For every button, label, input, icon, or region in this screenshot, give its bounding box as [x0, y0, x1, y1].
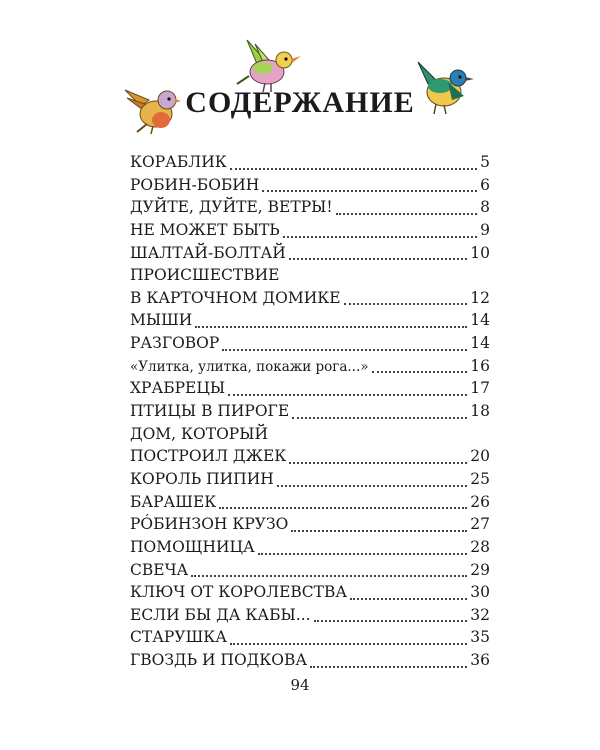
toc-entry-page: 26	[470, 492, 490, 511]
toc-entry-title: ПТИЦЫ В ПИРОГЕ	[130, 402, 290, 421]
toc-leader-dots	[350, 597, 467, 600]
toc-entry-title: КОРАБЛИК	[130, 153, 227, 171]
toc-leader-dots	[191, 574, 467, 577]
toc-entry	[130, 493, 490, 516]
table-of-contents	[130, 153, 490, 674]
toc-leader-dots	[314, 619, 468, 622]
toc-entry	[130, 561, 490, 584]
toc-entry-title: ПРОИСШЕСТВИЕ	[130, 266, 280, 285]
toc-leader-dots	[222, 348, 467, 351]
toc-leader-dots	[292, 416, 467, 419]
toc-leader-dots	[258, 552, 467, 555]
toc-entry	[130, 470, 490, 493]
toc-entry	[130, 379, 490, 402]
toc-leader-dots	[289, 257, 467, 260]
toc-entry-title: В КАРТОЧНОМ ДОМИКЕ	[130, 288, 341, 307]
toc-leader-dots	[277, 484, 468, 487]
toc-entry-page: 28	[470, 537, 490, 556]
toc-entry	[130, 606, 490, 629]
toc-entry	[130, 447, 490, 470]
toc-entry-page: 20	[470, 447, 490, 466]
toc-leader-dots	[289, 461, 467, 464]
toc-entry	[130, 651, 490, 674]
toc-leader-dots	[344, 302, 468, 305]
toc-entry-page: 18	[470, 402, 490, 421]
toc-entry-page: 25	[470, 469, 490, 488]
toc-leader-dots	[262, 189, 477, 192]
toc-entry-title: РОБИН-БОБИН	[130, 175, 260, 194]
toc-entry-title: КОРОЛЬ ПИПИН	[130, 469, 274, 488]
toc-entry	[130, 334, 490, 357]
toc-entry	[130, 425, 490, 448]
toc-entry-page: 6	[480, 175, 490, 194]
toc-entry-title: ЕСЛИ БЫ ДА КАБЫ...	[130, 605, 311, 624]
toc-leader-dots	[372, 370, 468, 373]
toc-entry-title: СТАРУШКА	[130, 628, 227, 647]
toc-entry	[130, 515, 490, 538]
toc-entry	[130, 583, 490, 606]
toc-entry-title: ПОМОЩНИЦА	[130, 537, 255, 556]
toc-entry	[130, 153, 490, 176]
toc-entry-title: ХРАБРЕЦЫ	[130, 379, 226, 398]
page-number: 94	[290, 676, 310, 694]
toc-entry-title: СВЕЧА	[130, 560, 189, 579]
toc-entry-page: 29	[470, 560, 490, 579]
toc-leader-dots	[228, 393, 467, 396]
toc-entry-title: ПОСТРОИЛ ДЖЕК	[130, 447, 287, 466]
toc-entry-title: МЫШИ	[130, 311, 193, 330]
toc-entry	[130, 198, 490, 221]
toc-entry-title: КЛЮЧ ОТ КОРОЛЕВСТВА	[130, 583, 348, 602]
toc-entry-title: БАРАШЕК	[130, 492, 217, 511]
toc-entry-title: РÓБИНЗОН КРУЗО	[130, 515, 289, 534]
toc-entry-page: 30	[470, 583, 490, 602]
toc-entry	[130, 311, 490, 334]
toc-leader-dots	[336, 212, 478, 215]
toc-entry	[130, 176, 490, 199]
toc-entry-title: РАЗГОВОР	[130, 334, 220, 353]
toc-entry	[130, 538, 490, 561]
toc-entry-title: ДУЙТЕ, ДУЙТЕ, ВЕТРЫ!	[130, 198, 333, 217]
toc-entry	[130, 221, 490, 244]
toc-entry-page: 27	[470, 515, 490, 534]
toc-entry-page: 35	[470, 628, 490, 647]
toc-entry-page: 14	[470, 334, 490, 353]
toc-entry	[130, 244, 490, 267]
toc-entry-title: ШАЛТАЙ-БОЛТАЙ	[130, 243, 286, 262]
toc-leader-dots	[310, 665, 467, 668]
toc-entry	[130, 402, 490, 425]
toc-leader-dots	[230, 167, 477, 170]
toc-entry-title: ДОМ, КОТОРЫЙ	[130, 424, 268, 443]
toc-entry-title: НЕ МОЖЕТ БЫТЬ	[130, 220, 280, 239]
toc-leader-dots	[230, 642, 467, 645]
toc-entry-page: 8	[480, 198, 490, 217]
toc-entry	[130, 357, 490, 380]
toc-entry-title: «Улитка, улитка, покажи рога...»	[130, 358, 369, 375]
toc-entry-page: 12	[470, 288, 490, 307]
toc-entry-page: 32	[470, 605, 490, 624]
contents-title: СОДЕРЖАНИЕ	[185, 86, 415, 119]
toc-leader-dots	[195, 325, 467, 328]
toc-entry-page: 9	[480, 220, 490, 239]
toc-leader-dots	[283, 235, 477, 238]
toc-entry-page: 36	[470, 651, 490, 670]
toc-entry	[130, 628, 490, 651]
toc-entry-page: 14	[470, 311, 490, 330]
toc-entry-title: ГВОЗДЬ И ПОДКОВА	[130, 651, 308, 670]
toc-entry-page: 5	[480, 153, 490, 171]
toc-entry	[130, 289, 490, 312]
toc-leader-dots	[219, 506, 467, 509]
toc-entry-page: 16	[470, 356, 490, 375]
toc-entry-page: 10	[470, 243, 490, 262]
toc-entry	[130, 266, 490, 289]
toc-leader-dots	[291, 529, 467, 532]
toc-entry-page: 17	[470, 379, 490, 398]
